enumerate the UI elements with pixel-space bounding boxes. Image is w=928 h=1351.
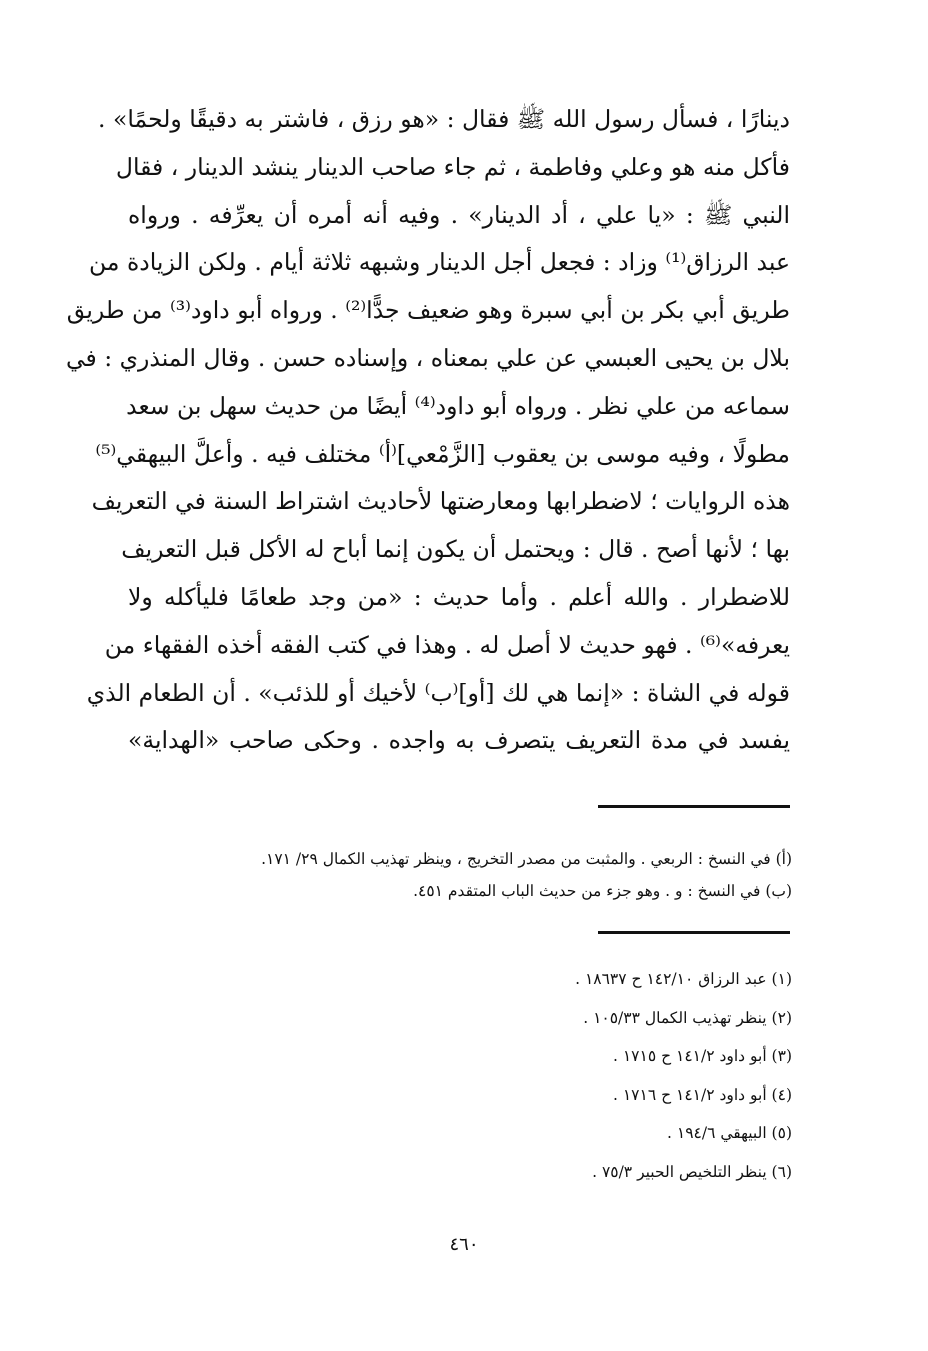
- editor-note: (أ) في النسخ : الربعي . والمثبت من مصدر التخريج ، وينظر تهذيب الكمال ٢٩/ ١٧١.: [261, 850, 792, 868]
- text-line: للاضطرار . والله أعلم . وأما حديث : «من وجد طعامًا فليأكله ولا: [128, 582, 790, 611]
- footnotes: [392, 960, 792, 1191]
- text-line: يعرفه»⁽⁶⁾ . فهو حديث لا أصل له . وهذا في كتب الفقه أخذه الفقهاء من: [104, 630, 790, 659]
- footnote: (٥) البيهقي ١٩٤/٦ .: [667, 1124, 792, 1142]
- footnote: (٤) أبو داود ١٤١/٢ ح ١٧١٦ .: [612, 1085, 792, 1104]
- text-line: عبد الرزاق⁽¹⁾ وزاد : فجعل أجل الدينار وشبهه ثلاثة أيام . ولكن الزيادة من: [89, 248, 790, 277]
- text-line: قوله في الشاة : «إنما هي لك [أو]⁽ب⁾ لأخيك أو للذئب» . أن الطعام الذي: [86, 678, 790, 707]
- text-line: دينارًا ، فسأل رسول الله ﷺ فقال : «هو رزق ، فاشتر به دقيقًا ولحمًا» .: [98, 105, 790, 133]
- text-line: يفسد في مدة التعريف يتصرف به واجده . وحكى صاحب «الهداية»: [128, 726, 790, 755]
- footnote: (٦) ينظر التلخيص الحبير ٧٥/٣ .: [592, 1162, 792, 1181]
- footnote: (٣) أبو داود ١٤١/٢ ح ١٧١٥ .: [612, 1047, 792, 1065]
- footnote-divider-letters: [598, 805, 790, 808]
- main-text-block: [65, 96, 790, 765]
- footnote: (١) عبد الرزاق ١٤٢/١٠ ح ١٨٦٣٧ .: [575, 970, 792, 988]
- footnote: (٢) ينظر تهذيب الكمال ١٠٥/٣٣ .: [583, 1008, 792, 1027]
- text-line: سماعه من علي نظر . ورواه أبو داود⁽⁴⁾ أيضًا من حديث سهل بن سعد: [126, 391, 790, 420]
- text-line: النبي ﷺ : «يا علي ، أد الدينار» . وفيه أنه أمره أن يعرِّفه . ورواه: [128, 200, 790, 229]
- page-number: ٤٦٠: [449, 1234, 479, 1255]
- text-line: فأكل منه هو وعلي وفاطمة ، ثم جاء صاحب الدينار ينشد الدينار ، فقال: [115, 152, 790, 181]
- text-line: مطولًا ، وفيه موسى بن يعقوب [الزَّمْعي]⁽أ⁾ مختلف فيه . وأعلَّ البيهقي⁽⁵⁾: [95, 439, 790, 468]
- text-line: طريق أبي بكر بن أبي سبرة وهو ضعيف جدًّا⁽²⁾ . ورواه أبو داود⁽³⁾ من طريق: [66, 296, 790, 325]
- editor-note: (ب) في النسخ : و . وهو جزء من حديث الباب المتقدم ٤٥١.: [413, 882, 792, 900]
- text-line: بلال بن يحيى العبسي عن علي بمعناه ، وإسناده حسن . وقال المنذري : في: [65, 343, 790, 372]
- text-line: هذه الروايات ؛ لاضطرابها ومعارضتها لأحاديث اشتراط السنة في التعريف: [91, 487, 790, 516]
- text-line: بها ؛ لأنها أصح . قال : ويحتمل أن يكون إنما أباح له الأكل قبل التعريف: [121, 535, 790, 564]
- editor-notes: [192, 843, 792, 907]
- footnote-divider-numbers: [598, 931, 790, 934]
